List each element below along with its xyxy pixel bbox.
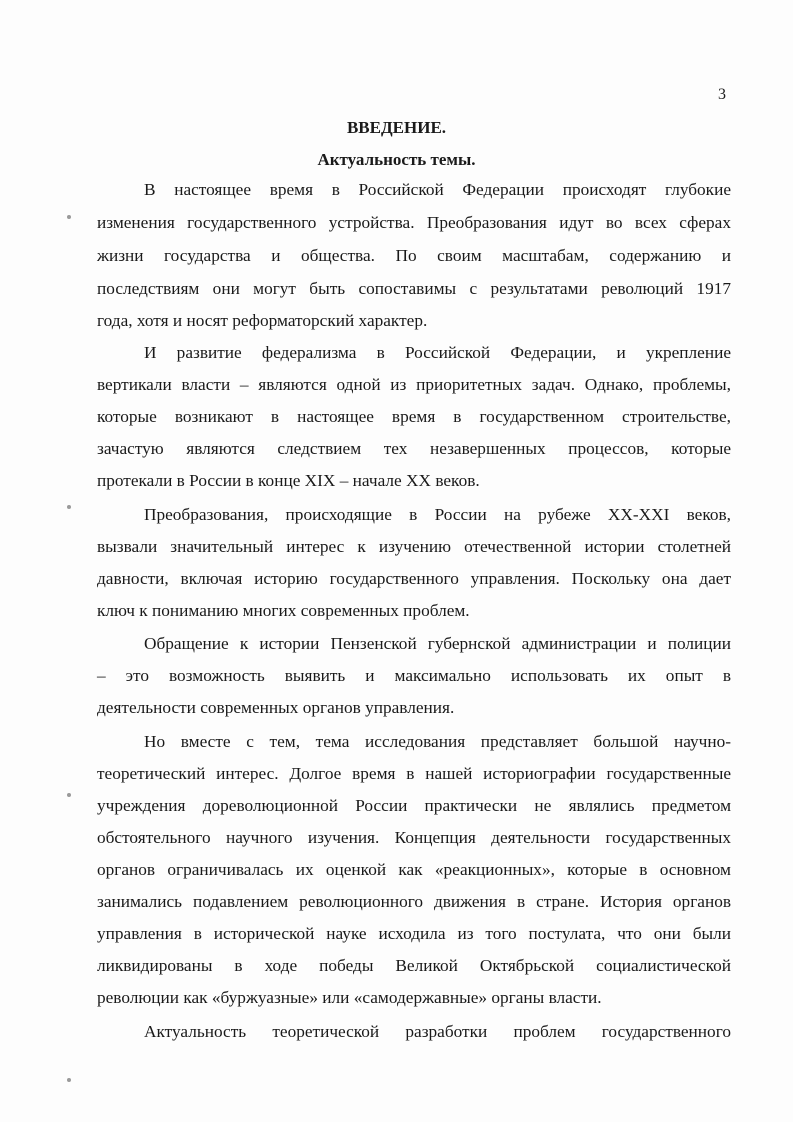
scan-punch-mark xyxy=(67,793,71,797)
scan-punch-mark xyxy=(67,505,71,509)
text-line: органов ограничивалась их оценкой как «реакционных», которые в основном xyxy=(97,860,731,879)
text-line: ликвидированы в ходе победы Великой Октябрьской социалистической xyxy=(97,956,731,975)
text-line: В настоящее время в Российской Федерации происходят глубокие xyxy=(144,180,731,199)
text-line: зачастую являются следствием тех незавершенных процессов, которые xyxy=(97,439,731,458)
text-line: ключ к пониманию многих современных проблем. xyxy=(97,601,470,620)
section-subtitle: Актуальность темы. xyxy=(317,150,476,169)
text-line: протекали в России в конце XIX – начале XX веков. xyxy=(97,471,480,490)
text-line: года, хотя и носят реформаторский характер. xyxy=(97,311,428,330)
text-line: вызвали значительный интерес к изучению отечественной истории столетней xyxy=(97,537,731,556)
text-line: деятельности современных органов управления. xyxy=(97,698,455,717)
text-line: – это возможность выявить и максимально использовать их опыт в xyxy=(97,666,731,685)
text-line: последствиям они могут быть сопоставимы с результатами революций 1917 xyxy=(97,279,731,298)
text-line: жизни государства и общества. По своим масштабам, содержанию и xyxy=(97,246,731,265)
text-line: обстоятельного научного изучения. Концепция деятельности государственных xyxy=(97,828,731,847)
text-line: занимались подавлением революционного движения в стране. История органов xyxy=(97,892,731,911)
section-title: ВВЕДЕНИЕ. xyxy=(346,118,447,137)
text-line: Но вместе с тем, тема исследования представляет большой научно- xyxy=(144,732,731,751)
text-line: изменения государственного устройства. Преобразования идут во всех сферах xyxy=(97,213,731,232)
scan-punch-mark xyxy=(67,1078,71,1082)
text-line: Преобразования, происходящие в России на рубеже XX-XXI веков, xyxy=(144,505,731,524)
text-line: учреждения дореволюционной России практически не являлись предметом xyxy=(97,796,731,815)
text-line: революции как «буржуазные» или «самодержавные» органы власти. xyxy=(97,988,602,1007)
text-line: Обращение к истории Пензенской губернской администрации и полиции xyxy=(144,634,731,653)
scan-punch-mark xyxy=(67,215,71,219)
text-line: которые возникают в настоящее время в государственном строительстве, xyxy=(97,407,731,426)
text-line: давности, включая историю государственного управления. Поскольку она дает xyxy=(97,569,731,588)
text-line: И развитие федерализма в Российской Федерации, и укрепление xyxy=(144,343,731,362)
text-line: вертикали власти – являются одной из приоритетных задач. Однако, проблемы, xyxy=(97,375,731,394)
text-line: управления в исторической науке исходила из того постулата, что они были xyxy=(97,924,731,943)
text-line: теоретический интерес. Долгое время в нашей историографии государственные xyxy=(97,764,731,783)
text-line: Актуальность теоретической разработки проблем государственного xyxy=(144,1022,731,1041)
page-number: 3 xyxy=(718,86,726,103)
